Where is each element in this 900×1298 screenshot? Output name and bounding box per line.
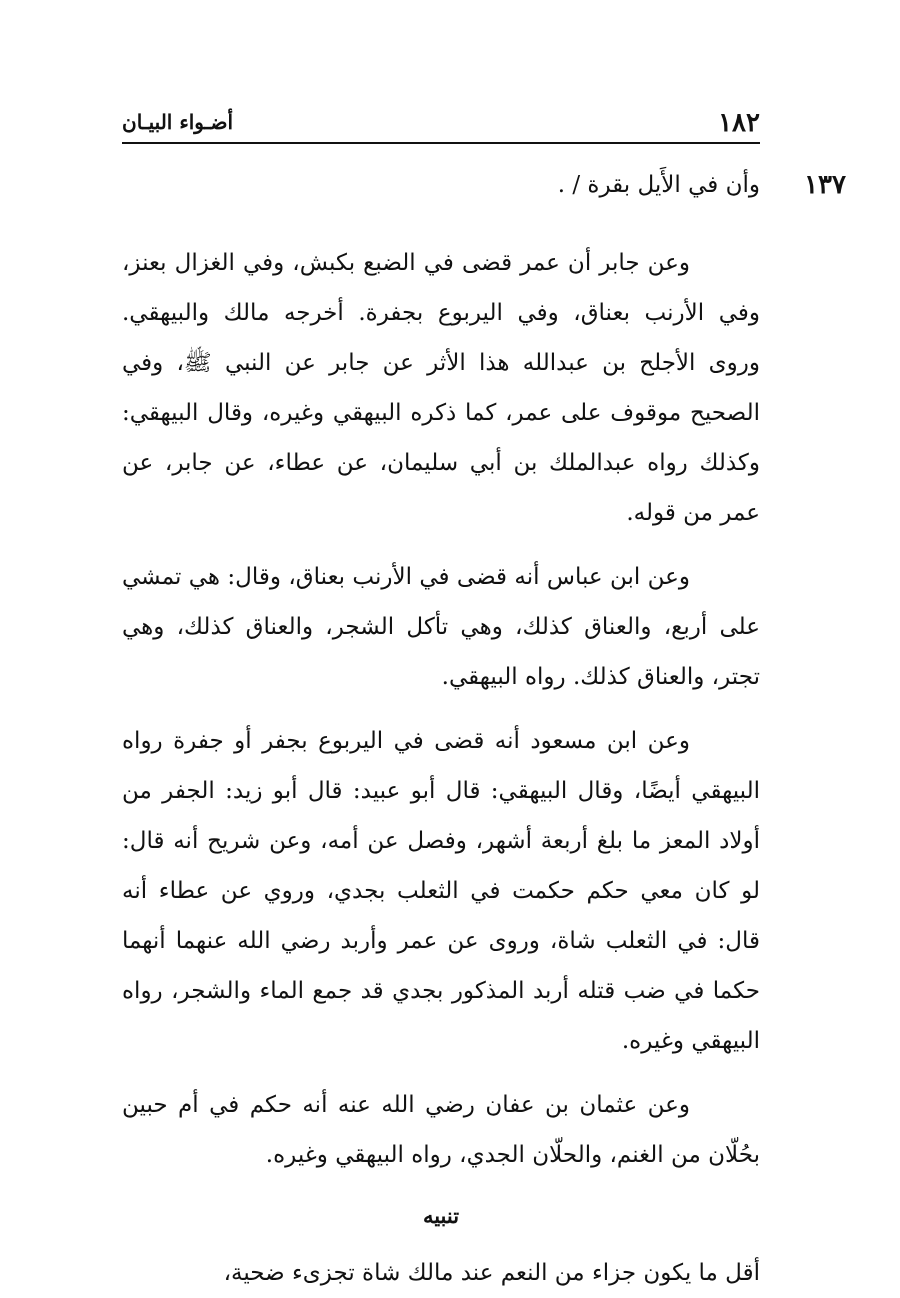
page-body [122, 150, 846, 1298]
verse-text: وأن في الأَيل بقرة / . [557, 172, 760, 198]
paragraph: وعن عثمان بن عفان رضي الله عنه أنه حكم في أم حبين بحُلّان من الغنم، والحلّان الجدي، رواه البيهقي وغيره. [122, 1092, 760, 1168]
page-header [122, 104, 760, 144]
page-number: ١٨٢ [718, 108, 760, 138]
verse-number: ١٣٧ [804, 170, 846, 200]
book-title: أضـواء البيـان [122, 110, 234, 134]
notice-heading: تنبيه [422, 1203, 460, 1228]
notice-text: أقل ما يكون جزاء من النعم عند مالك شاة تجزىء ضحية، [223, 1260, 760, 1286]
verse-row [122, 160, 846, 238]
paragraph: وعن جابر أن عمر قضى في الضبع بكبش، وفي الغزال بعنز، وفي الأرنب بعناق، وفي اليربوع بجفرة. أخرجه مالك والبيهقي. وروى الأجلح بن عبدالله هذا الأثر عن جابر عن النبي ﷺ، وفي الصحيح موقوف على عمر، كما ذكره البيهقي وغيره، وقال البيهقي: وكذلك رواه عبدالملك بن أبي سليمان، عن عطاء، عن جابر، عن عمر من قوله. [122, 250, 760, 526]
paragraph: وعن ابن عباس أنه قضى في الأرنب بعناق، وقال: هي تمشي على أربع، والعناق كذلك، وهي تأكل الشجر، والعناق كذلك، وهي تجتر، والعناق كذلك. رواه البيهقي. [122, 564, 760, 690]
paragraph: وعن ابن مسعود أنه قضى في اليربوع بجفر أو جفرة رواه البيهقي أيضًا، وقال البيهقي: قال أبو عبيد: قال أبو زيد: الجفر من أولاد المعز ما بلغ أربعة أشهر، وفصل عن أمه، وعن شريح أنه قال: لو كان معي حكم حكمت في الثعلب بجدي، وروي عن عطاء أنه قال: في الثعلب شاة، وروى عن عمر وأربد رضي الله عنهما أنهما حكما في ضب قتله أربد المذكور بجدي قد جمع الماء والشجر، رواه البيهقي وغيره. [122, 728, 760, 1054]
